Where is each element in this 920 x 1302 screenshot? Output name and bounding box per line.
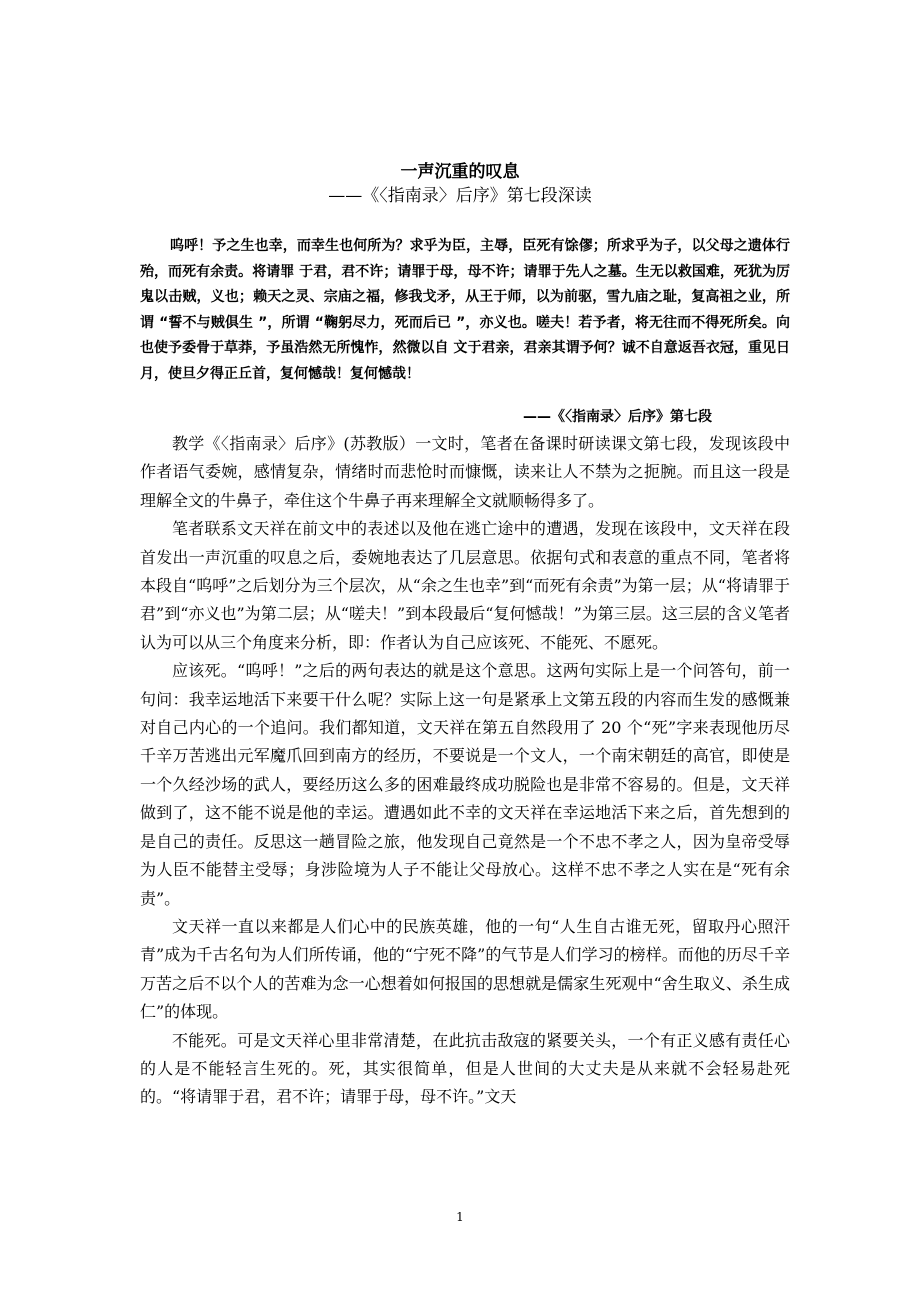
paragraph: 应该死。“呜呼！”之后的两句表达的就是这个意思。这两句实际上是一个问答句，前一句问：我幸运地活下来要干什么呢？实际上这一句是紧承上文第五段的内容而生发的感慨兼对自己内心的一个追问。我们都知道，文天祥在第五自然段用了 20 个“死”字来表现他历尽千辛万苦逃出元军魔爪回到南方的经历，不要说是一个文人，一个南宋朝廷的高官，即使是一个久经沙场的武人，要经历这么多的困难最终成功脱险也是非常不容易的。但是，文天祥做到了，这不能不说是他的幸运。遭遇如此不幸的文天祥在幸运地活下来之后，首先想到的是自己的责任。反思这一趟冒险之旅，他发现自己竟然是一个不忠不孝之人，因为皇帝受辱为人臣不能替主受辱；身涉险境为人子不能让父母放心。这样不忠不孝之人实在是“死有余责”。 [140,661,790,908]
document-title: 一声沉重的叹息 [400,162,520,182]
quote-source: ——《〈指南录〉后序》第七段 [523,409,712,425]
classical-quote-block: 呜呼！予之生也幸，而幸生也何所为？求乎为臣，主辱，臣死有馀僇；所求乎为子，以父母之遗体行殆，而死有余责。将请罪 于君，君不许；请罪于母，母不许；请罪于先人之墓。生无以救国难，死犹为厉鬼以击贼，义也；赖天之灵、宗庙之福，修我戈矛，从王于师，以为前驱，雪九庙之耻，复高祖之业，所谓 “誓不与贼俱生 ”，所谓 “鞠躬尽力，死而后已 ”，亦义也。嗟夫！若予者，将无往而不得死所矣。向也使予委骨于草莽，予虽浩然无所愧怍，然微以自 文于君亲，君亲其谓予何？诚不自意返吾衣冠，重见日月，使旦夕得正丘首，复何憾哉！复何憾哉！ [140,238,790,382]
article-body [140,430,790,1112]
paragraph: 教学《〈指南录〉后序》(苏教版）一文时，笔者在备课时研读课文第七段，发现该段中作者语气委婉，感情复杂，情绪时而悲怆时而慷慨，读来让人不禁为之扼腕。而且这一段是理解全文的牛鼻子，牵住这个牛鼻子再来理解全文就顺畅得多了。 [140,434,790,510]
page-number: 1 [456,1210,464,1224]
paragraph: 文天祥一直以来都是人们心中的民族英雄，他的一句“人生自古谁无死，留取丹心照汗青”成为千古名句为人们所传诵，他的“宁死不降”的气节是人们学习的榜样。而他的历尽千辛万苦之后不以个人的苦难为念一心想着如何报国的思想就是儒家生死观中“舍生取义、杀生成仁”的体现。 [140,916,790,1022]
paragraph: 不能死。可是文天祥心里非常清楚，在此抗击敌寇的紧要关头，一个有正义感有责任心的人是不能轻言生死的。死，其实很简单，但是人世间的大丈夫是从来就不会轻易赴死的。“将请罪于君，君不许；请罪于母，母不许。”文天 [140,1030,790,1107]
paragraph: 笔者联系文天祥在前文中的表述以及他在逃亡途中的遭遇，发现在该段中，文天祥在段首发出一声沉重的叹息之后，委婉地表达了几层意思。依据句式和表意的重点不同，笔者将本段自“呜呼”之后划分为三个层次，从“余之生也幸”到“而死有余责”为第一层；从“将请罪于君”到“亦义也”为第二层；从“嗟夫！”到本段最后“复何憾哉！”为第三层。这三层的含义笔者认为可以从三个角度来分析，即：作者认为自己应该死、不能死、不愿死。 [140,519,790,652]
document-subtitle: ——《〈指南录〉后序》第七段深读 [328,186,592,206]
